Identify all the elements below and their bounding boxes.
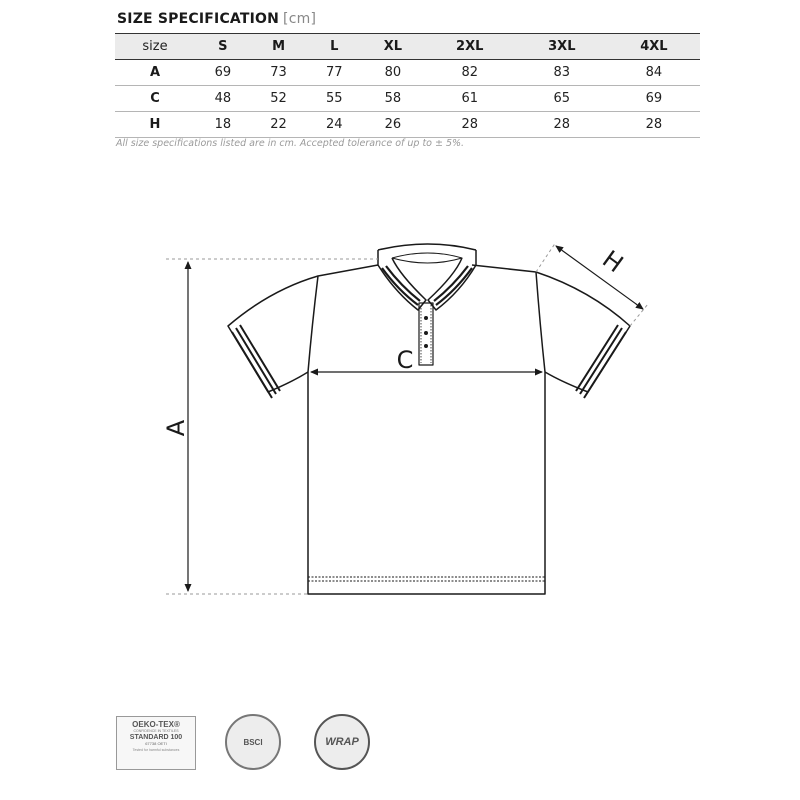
table-cell: 26 xyxy=(362,112,424,138)
wrap-text: WRAP xyxy=(325,736,359,748)
table-cell: 83 xyxy=(516,60,608,86)
oeko-tex-logo xyxy=(116,716,196,770)
row-label: C xyxy=(115,86,195,112)
dim-h-label: H xyxy=(597,244,629,279)
left-cuff xyxy=(232,325,280,398)
wrap-logo xyxy=(314,714,370,770)
dim-a-label: A xyxy=(162,419,190,437)
table-cell: 48 xyxy=(195,86,251,112)
table-cell: 73 xyxy=(251,60,307,86)
right-shoulder-panel xyxy=(472,265,545,372)
button-middle xyxy=(424,331,428,335)
table-cell: 84 xyxy=(608,60,700,86)
table-cell: 28 xyxy=(424,112,516,138)
shirt-body xyxy=(308,372,545,594)
button-top xyxy=(424,316,428,320)
table-cell: 28 xyxy=(608,112,700,138)
left-sleeve xyxy=(228,276,318,392)
table-cell: 18 xyxy=(195,112,251,138)
collar-stripes xyxy=(382,266,472,305)
size-col-header: 3XL xyxy=(516,34,608,60)
title-unit: [cm] xyxy=(283,11,317,27)
table-cell: 65 xyxy=(516,86,608,112)
table-cell: 24 xyxy=(306,112,362,138)
size-col-header: L xyxy=(306,34,362,60)
table-cell: 52 xyxy=(251,86,307,112)
tolerance-note: All size specifications listed are in cm. Accepted tolerance of up to ± 5%. xyxy=(116,138,465,149)
table-cell: 69 xyxy=(608,86,700,112)
size-col-header: S xyxy=(195,34,251,60)
table-cell: 69 xyxy=(195,60,251,86)
table-cell: 77 xyxy=(306,60,362,86)
dim-h-guide-bottom xyxy=(630,304,648,326)
table-cell: 82 xyxy=(424,60,516,86)
oeko-standard: STANDARD 100 xyxy=(129,734,183,741)
oeko-fine: Tested for harmful substances xyxy=(132,748,180,752)
size-col-header: 2XL xyxy=(424,34,516,60)
dim-c-label: C xyxy=(396,346,414,374)
row-label: H xyxy=(115,112,195,138)
certification-logos xyxy=(110,712,400,792)
button-bottom xyxy=(424,344,428,348)
dim-h-arrow xyxy=(556,246,643,309)
size-corner-label: size xyxy=(115,34,195,60)
size-col-header: XL xyxy=(362,34,424,60)
bsci-logo xyxy=(225,714,281,770)
right-cuff xyxy=(576,325,626,398)
table-cell: 55 xyxy=(306,86,362,112)
size-col-header: 4XL xyxy=(608,34,700,60)
collar-band xyxy=(378,244,476,250)
oeko-code: 67738 OETI xyxy=(145,741,167,746)
oeko-name: OEKO-TEX® xyxy=(132,720,180,729)
row-label: A xyxy=(115,60,195,86)
bsci-text: BSCI xyxy=(243,737,263,747)
size-col-header: M xyxy=(251,34,307,60)
collar-inner xyxy=(392,253,462,263)
left-shoulder-panel xyxy=(308,265,378,372)
oeko-sub: CONFIDENCE IN TEXTILES xyxy=(133,729,179,733)
title-text: SIZE SPECIFICATION xyxy=(117,11,280,27)
table-cell: 28 xyxy=(516,112,608,138)
table-cell: 22 xyxy=(251,112,307,138)
table-cell: 58 xyxy=(362,86,424,112)
hem-stitching xyxy=(308,577,545,581)
table-cell: 80 xyxy=(362,60,424,86)
table-cell: 61 xyxy=(424,86,516,112)
dim-h-guide-top xyxy=(536,242,556,272)
